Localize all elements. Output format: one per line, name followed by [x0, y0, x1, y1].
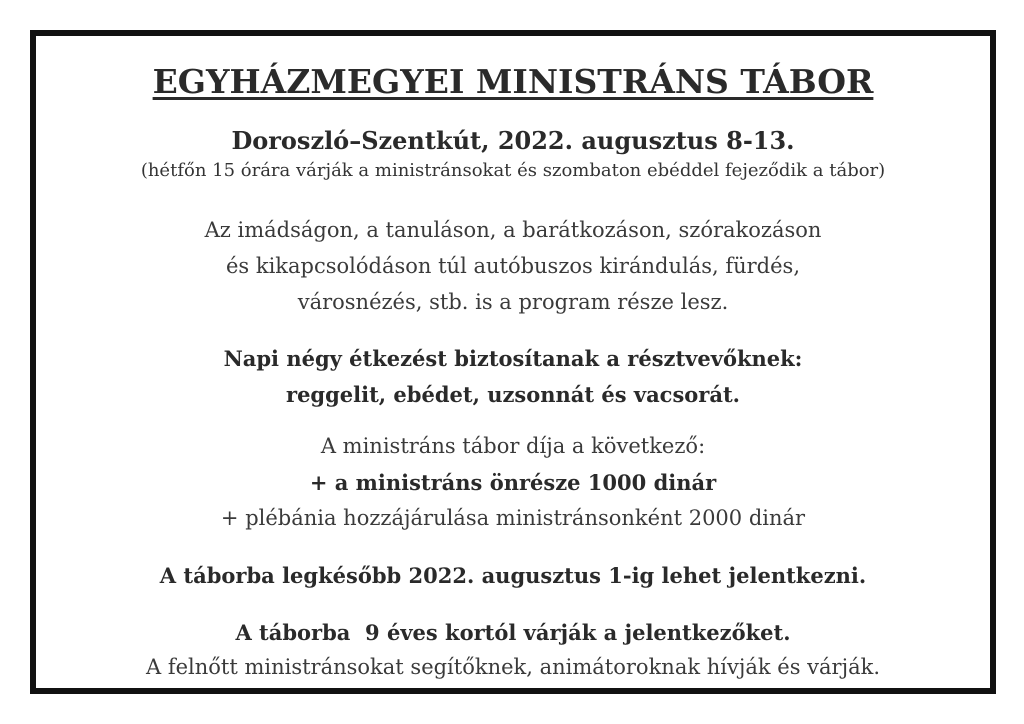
meals-line: reggelit, ebédet, uzsonnát és vacsorát. [286, 382, 740, 407]
meals-line: Napi négy étkezést biztosítanak a résztvevőknek: [223, 346, 803, 371]
deadline: A táborba legkésőbb 2022. augusztus 1-ig lehet jelentkezni. [159, 563, 867, 588]
fee-parish: + plébánia hozzájárulása ministránsonként 2000 dinár [220, 506, 806, 530]
adults-note: A felnőtt ministránsokat segítőknek, animátoroknak hívják és várják. [145, 655, 881, 679]
schedule-note: (hétfőn 15 órára várják a ministránsokat és szombaton ebéddel fejeződik a tábor) [140, 160, 886, 181]
age-requirement: A táborba 9 éves kortól várják a jelentkezőket. [235, 620, 791, 645]
document-frame [30, 30, 996, 694]
program-line: és kikapcsolódáson túl autóbuszos kirándulás, fürdés, [225, 254, 801, 278]
program-line: Az imádságon, a tanuláson, a barátkozáson, szórakozáson [204, 218, 822, 242]
fee-intro: A ministráns tábor díja a következő: [320, 434, 706, 458]
document-title: EGYHÁZMEGYEI MINISTRÁNS TÁBOR [152, 62, 874, 101]
program-line: városnézés, stb. is a program része lesz. [297, 290, 729, 314]
fee-own: + a ministráns önrésze 1000 dinár [309, 470, 717, 495]
place-date: Doroszló–Szentkút, 2022. augusztus 8-13. [231, 126, 795, 155]
